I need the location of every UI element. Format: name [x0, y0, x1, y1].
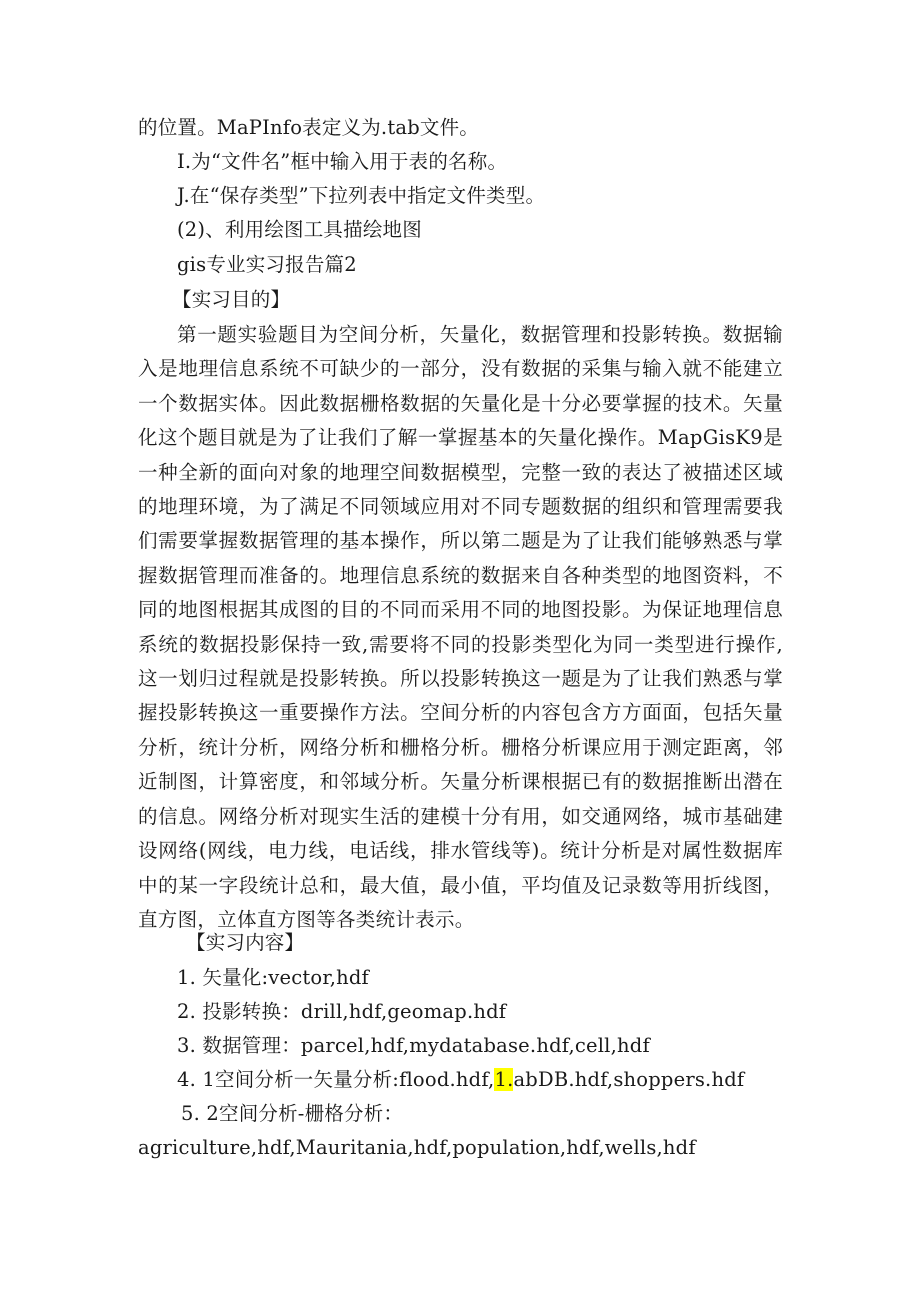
- list-item-continuation: agriculture,hdf,Mauritania,hdf,population,hdf,wells,hdf: [138, 1136, 696, 1159]
- list-item: [177, 1063, 744, 1097]
- list-item-text: abDB.hdf,shoppers.hdf: [513, 1068, 745, 1091]
- text-line: 的位置。MaPInfo表定义为.tab文件。: [138, 116, 479, 139]
- list-item: 1. 矢量化:vector,hdf: [177, 966, 369, 989]
- purpose-paragraph: 第一题实验题目为空间分析，矢量化，数据管理和投影转换。数据输入是地理信息系统不可缺少的一部分，没有数据的采集与输入就不能建立一个数据实体。因此数据栅格数据的矢量化是十分必要掌握的技术。矢量化这个题目就是为了让我们了解一掌握基本的矢量化操作。MapGisK9是一种全新的面向对象的地理空间数据模型，完整一致的表达了被描述区域的地理环境，为了满足不同领域应用对不同专题数据的组织和管理需要我们需要掌握数据管理的基本操作，所以第二题是为了让我们能够熟悉与掌握数据管理而准备的。地理信息系统的数据来自各种类型的地图资料，不同的地图根据其成图的目的不同而采用不同的地图投影。为保证地理信息系统的数据投影保持一致,需要将不同的投影类型化为同一类型进行操作,这一划归过程就是投影转换。所以投影转换这一题是为了让我们熟悉与掌握投影转换这一重要操作方法。空间分析的内容包含方方面面，包括矢量分析，统计分析，网络分析和栅格分析。栅格分析课应用于测定距离，邻近制图，计算密度，和邻域分析。矢量分析课根据已有的数据推断出潜在的信息。网络分析对现实生活的建模十分有用，如交通网络，城市基础建设网络(网线，电力线，电话线，排水管线等)。统计分析是对属性数据库中的某一字段统计总和，最大值，最小值，平均值及记录数等用折线图，直方图，立体直方图等各类统计表示。: [138, 323, 783, 931]
- text-line: (2)、利用绘图工具描绘地图: [177, 218, 422, 241]
- list-item: 5. 2空间分析-栅格分析：: [181, 1102, 404, 1125]
- highlighted-text: 1.: [494, 1068, 514, 1091]
- text-line: J.在“保存类型”下拉列表中指定文件类型。: [177, 184, 546, 207]
- list-item-text: 4. 1空间分析一矢量分析:flood.hdf,: [177, 1068, 495, 1091]
- section-heading-purpose: 【实习目的】: [172, 288, 291, 311]
- section-title: gis专业实习报告篇2: [177, 253, 357, 276]
- list-item: 2. 投影转换：drill,hdf,geomap.hdf: [177, 1000, 507, 1023]
- section-heading-content: 【实习内容】: [186, 931, 305, 954]
- text-line: I.为“文件名”框中输入用于表的名称。: [177, 150, 508, 173]
- list-item: 3. 数据管理：parcel,hdf,mydatabase.hdf,cell,hdf: [177, 1034, 650, 1057]
